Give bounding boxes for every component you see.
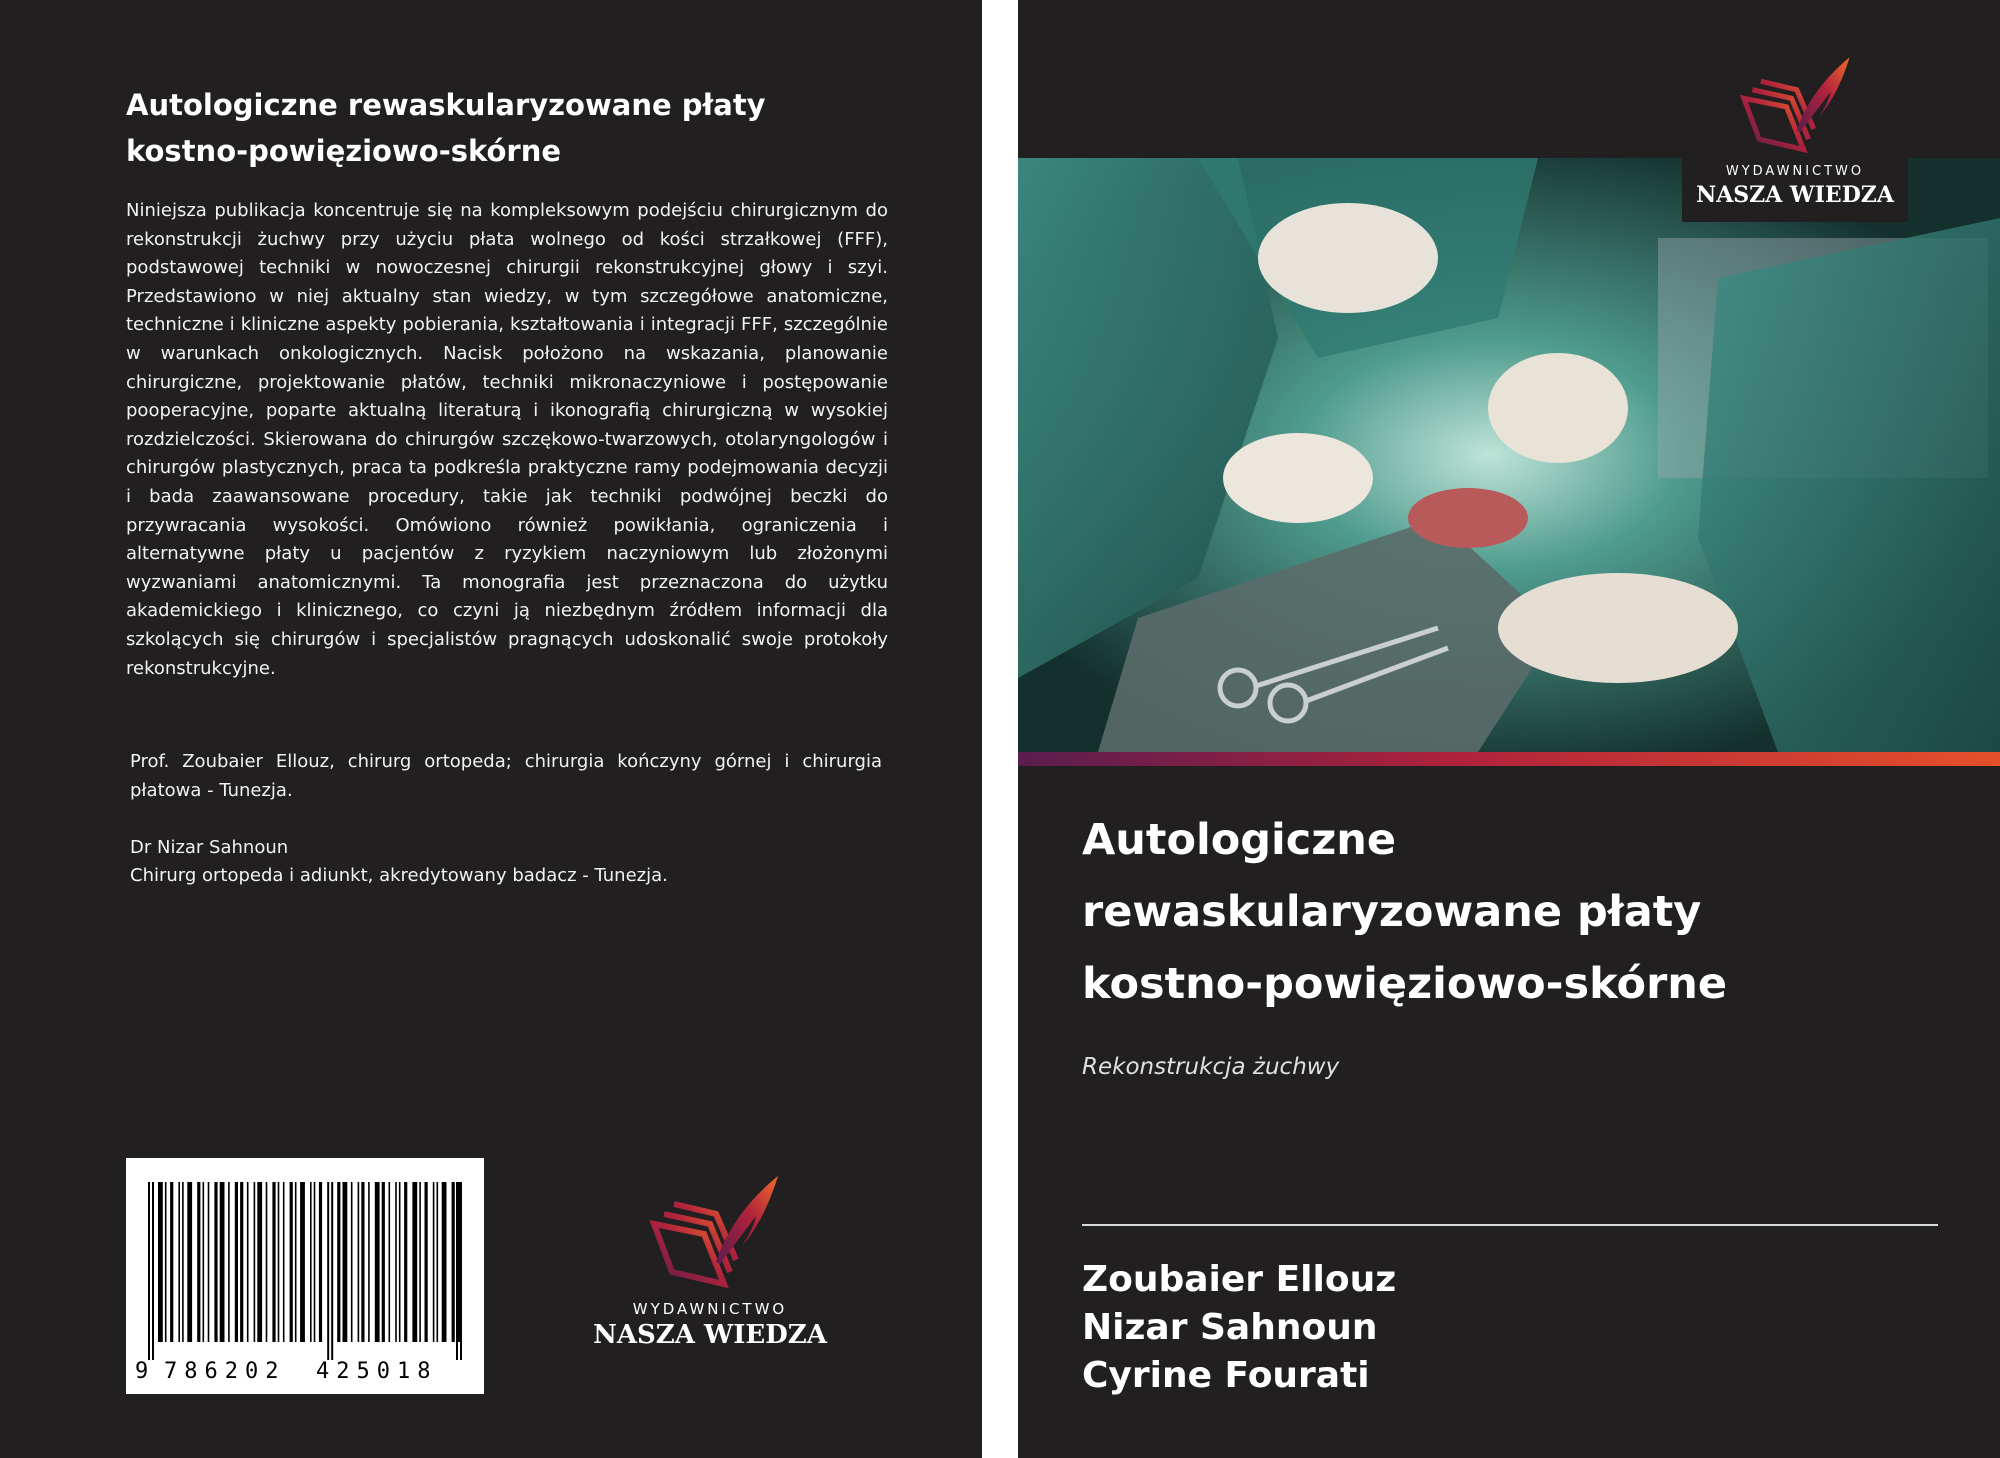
- front-author-3: Cyrine Fourati: [1082, 1355, 1370, 1396]
- publisher-label-top: WYDAWNICTWO: [632, 1300, 788, 1318]
- isbn-barcode: [126, 1158, 484, 1394]
- front-cover: [1018, 0, 2000, 1458]
- publisher-label-top: WYDAWNICTWO: [1725, 164, 1865, 179]
- book-quill-icon: [646, 1172, 782, 1294]
- back-cover-author-bios: [130, 748, 882, 891]
- author-bio-2-text: Chirurg ortopeda i adiunkt, akredytowany badacz - Tunezja.: [130, 865, 668, 887]
- front-author-1: Zoubaier Ellouz: [1082, 1259, 1397, 1300]
- front-cover-title: [1082, 804, 1962, 1020]
- barcode-icon: [126, 1158, 484, 1394]
- accent-bar: [1018, 752, 2000, 766]
- publisher-label-main: NASZA WIEDZA: [1696, 182, 1894, 208]
- back-cover: [0, 0, 982, 1458]
- front-title-line-3: kostno-powięziowo-skórne: [1082, 959, 1728, 1009]
- book-quill-icon: [1736, 54, 1854, 158]
- surgery-image-icon: [1018, 158, 2000, 752]
- front-cover-authors: [1082, 1256, 1938, 1400]
- front-cover-subtitle: Rekonstrukcja żuchwy: [1082, 1054, 1340, 1080]
- author-bio-2-name: Dr Nizar Sahnoun: [130, 836, 289, 858]
- back-cover-blurb: Niniejsza publikacja koncentruje się na kompleksowym podejściu chirurgicznym do rekonstrukcji żuchwy przy użyciu płata wolnego od kości strzałkowej (FFF), podstawowej techniki w nowoczesnej chirurgii rekonstrukcyjnej głowy i szyi. Przedstawiono w niej aktualny stan wiedzy, w tym szczegółowe anatomiczne, techniczne i kliniczne aspekty pobierania, kształtowania i integracji FFF, szczególnie w warunkach onkologicznych. Nacisk położono na wskazania, planowanie chirurgiczne, projektowanie płatów, techniki mikronaczyniowe i postępowanie pooperacyjne, poparte aktualną literaturą i ikonografią chirurgiczną w wysokiej rozdzielczości. Skierowana do chirurgów szczękowo-twarzowych, otolaryngologów i chirurgów plastycznych, praca ta podkreśla praktyczne ramy podejmowania decyzji i bada zaawansowane procedury, takie jak techniki podwójnej beczki do przywracania wysokości. Omówiono również powikłania, ograniczenia i alternatywne płaty u pacjentów z ryzykiem naczyniowym lub złożonymi wyzwaniami anatomicznymi. Ta monografia jest przeznaczona do użytku akademickiego i klinicznego, co czyni ją niezbędnym źródłem informacji dla szkolących się chirurgów i specjalistów pragnących udoskonalić swoje protokoły rekonstrukcyjne.: [126, 200, 888, 679]
- isbn-digit-first: 9: [135, 1359, 149, 1384]
- front-title-line-1: Autologiczne: [1082, 815, 1397, 865]
- surgery-photo: [1018, 158, 2000, 752]
- back-cover-title: Autologiczne rewaskularyzowane płaty kostno-powięziowo-skórne: [126, 88, 766, 168]
- author-bio-1: Prof. Zoubaier Ellouz, chirurg ortopeda; chirurgia kończyny górnej i chirurgia płatowa - Tunezja.: [130, 751, 882, 801]
- isbn-digits-left: 786202: [164, 1359, 286, 1384]
- spine-gap: [982, 0, 1018, 1458]
- publisher-logo-back: [590, 1172, 830, 1352]
- front-author-2: Nizar Sahnoun: [1082, 1307, 1378, 1348]
- isbn-digits-right: 425018: [316, 1359, 438, 1384]
- front-title-line-2: rewaskularyzowane płaty: [1082, 887, 1702, 937]
- front-divider: [1082, 1224, 1938, 1226]
- publisher-label-main: NASZA WIEDZA: [593, 1320, 827, 1350]
- publisher-logo-front: [1682, 52, 1908, 222]
